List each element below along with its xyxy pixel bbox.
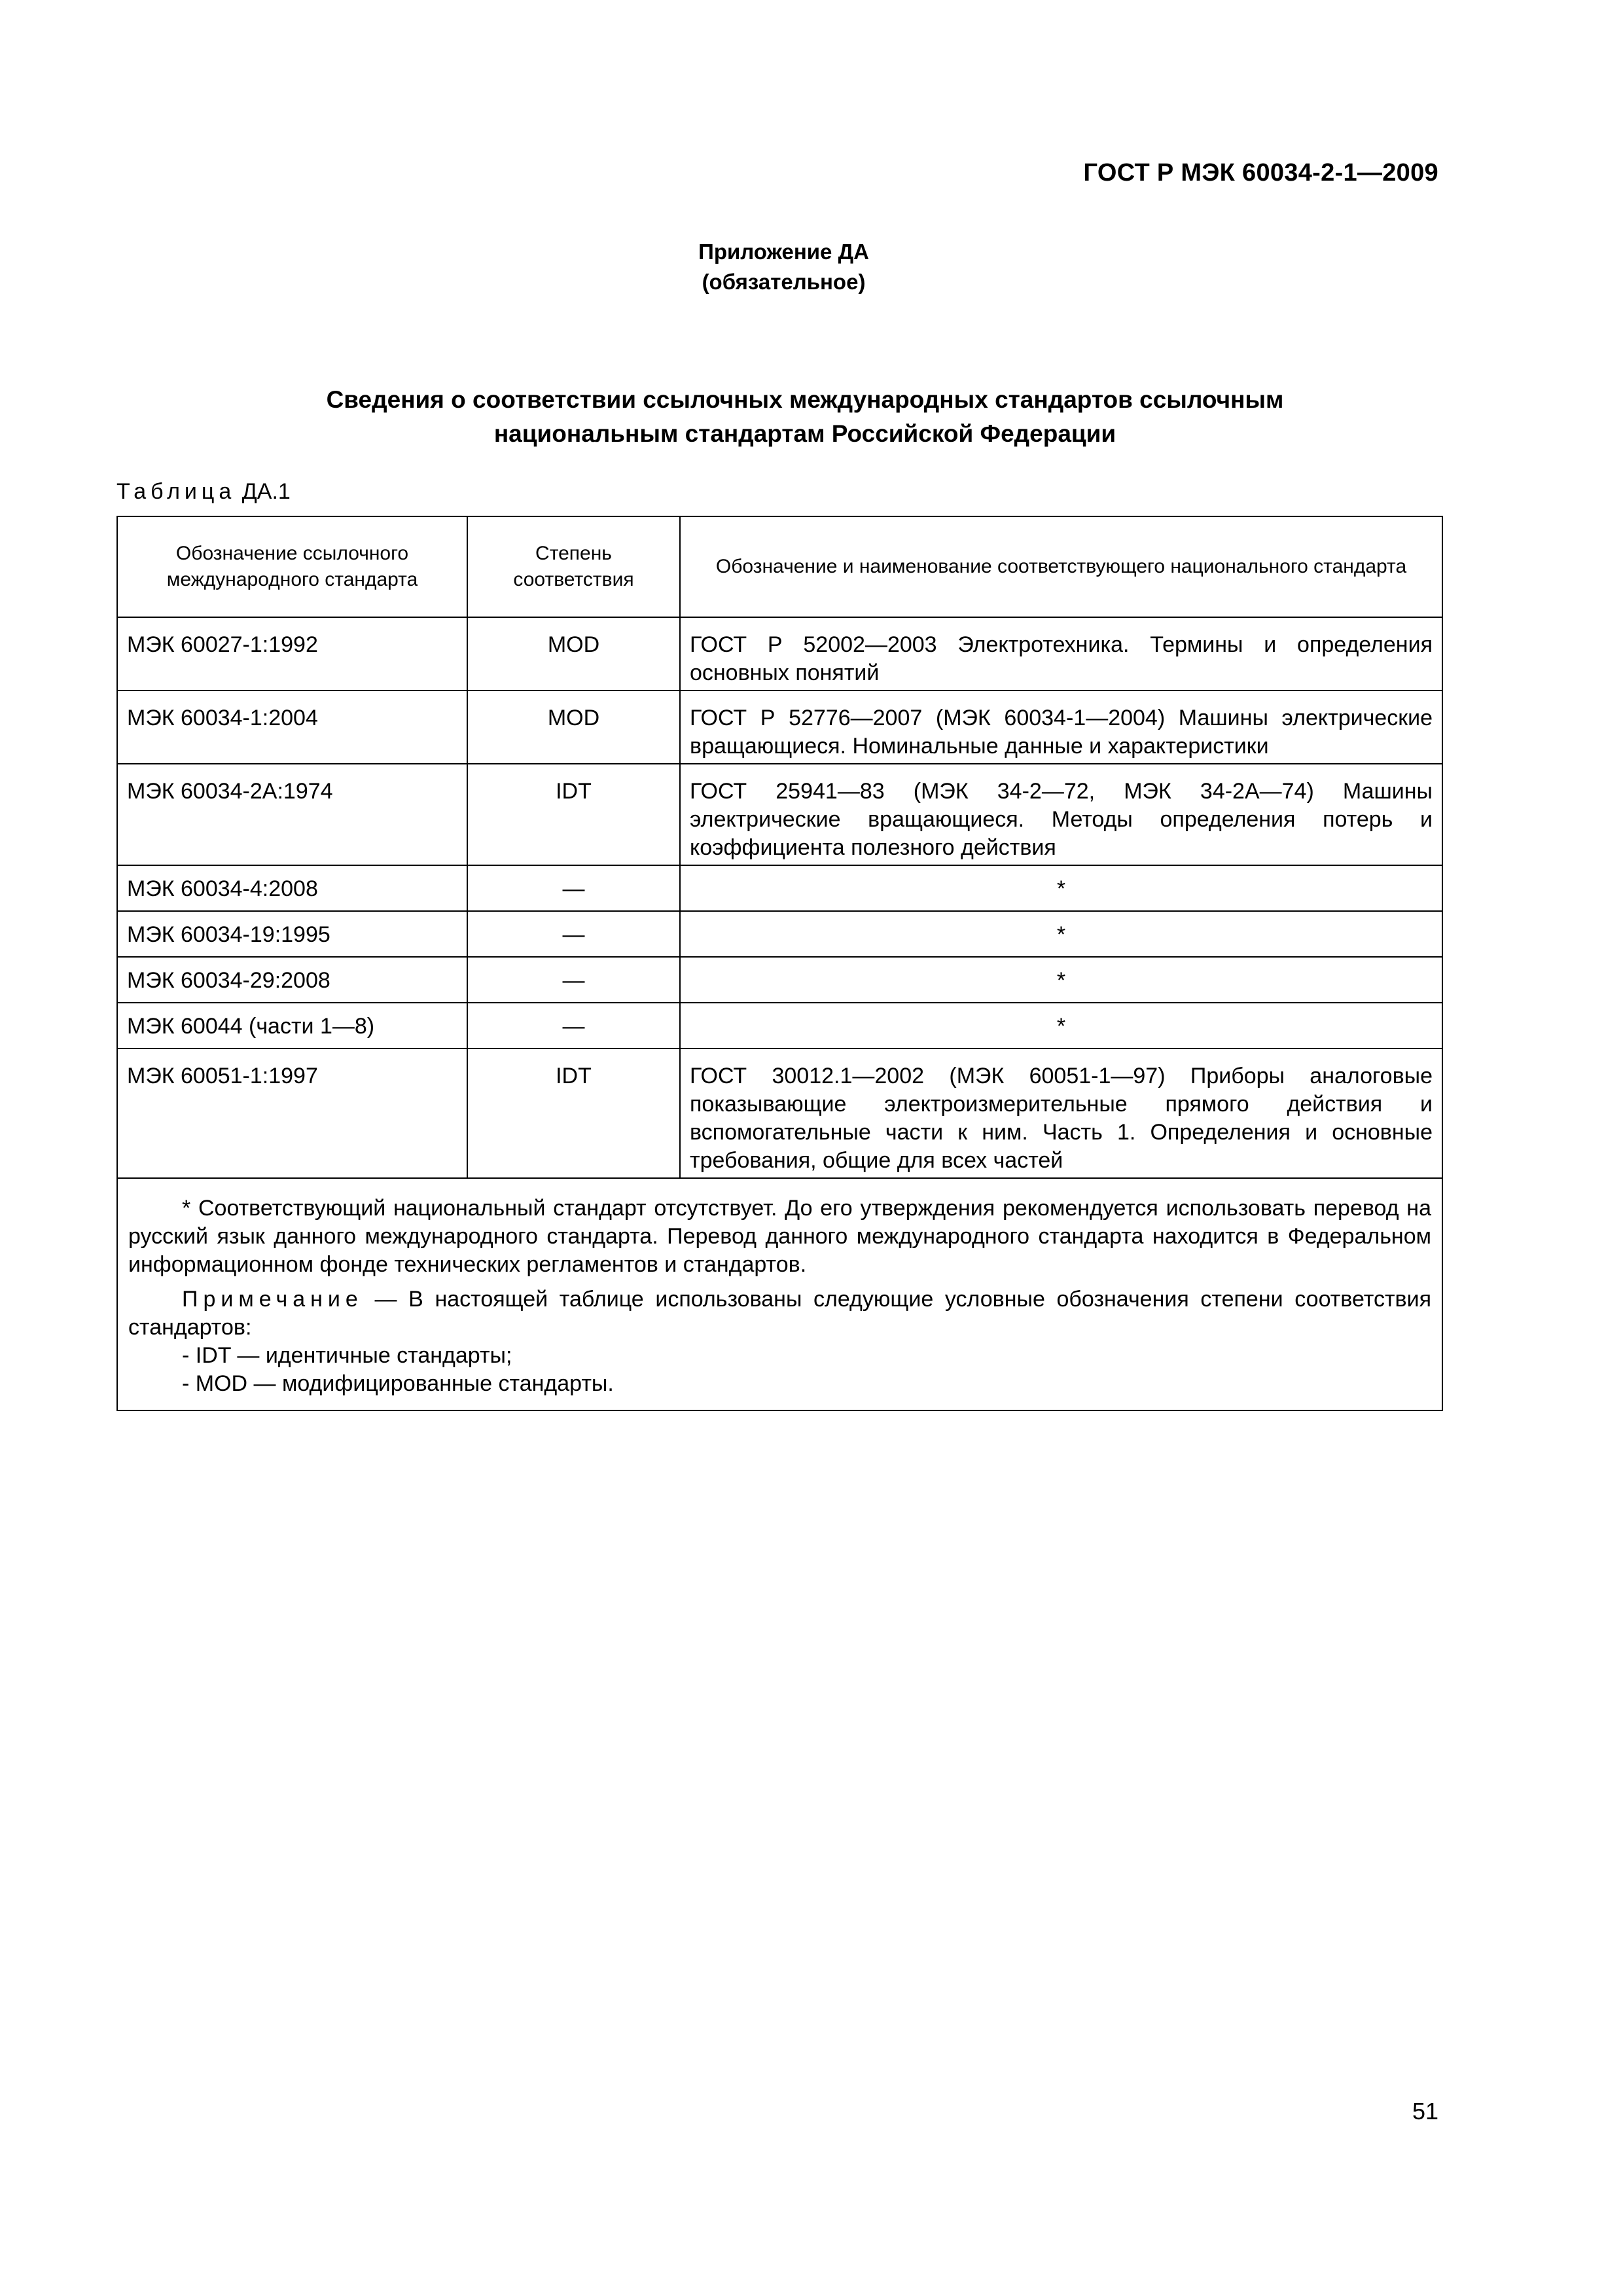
table-row (117, 764, 1442, 865)
appendix-heading-line-1: Сведения о соответствии ссылочных международных стандартов ссылочным (326, 386, 1284, 413)
cell-national: ГОСТ Р 52002—2003 Электротехника. Термины и определения основных понятий (680, 617, 1442, 691)
table-notes-row (117, 1178, 1442, 1410)
note-text: — В настоящей таблице использованы следующие условные обозначения степени соответствия стандартов: (128, 1287, 1431, 1340)
table-row (117, 1003, 1442, 1049)
cell-degree: MOD (467, 691, 680, 764)
cell-national: * (680, 865, 1442, 911)
table-row (117, 1049, 1442, 1178)
cell-reference: МЭК 60034-29:2008 (117, 957, 467, 1003)
note (128, 1285, 1431, 1342)
cell-reference: МЭК 60034-2А:1974 (117, 764, 467, 865)
cell-degree: — (467, 865, 680, 911)
table-caption-number: ДА.1 (241, 479, 291, 504)
cell-reference: МЭК 60034-19:1995 (117, 911, 467, 957)
page-number: 51 (1412, 2098, 1438, 2125)
table-row (117, 691, 1442, 764)
table-row (117, 911, 1442, 957)
cell-degree: IDT (467, 1049, 680, 1178)
note-mod: - MOD — модифицированные стандарты. (182, 1371, 614, 1396)
table-row (117, 865, 1442, 911)
cell-national: ГОСТ Р 52776—2007 (МЭК 60034-1—2004) Машины электрические вращающиеся. Номинальные данные и характеристики (680, 691, 1442, 764)
note-idt: - IDT — идентичные стандарты; (182, 1343, 512, 1368)
cell-reference: МЭК 60027-1:1992 (117, 617, 467, 691)
note-label: Примечание (182, 1287, 363, 1312)
cell-reference: МЭК 60044 (части 1—8) (117, 1003, 467, 1049)
cell-national: * (680, 957, 1442, 1003)
column-header-degree: Степень соответствия (467, 516, 680, 617)
appendix-title: Приложение ДА (698, 240, 869, 264)
cell-degree: — (467, 911, 680, 957)
document-code: ГОСТ Р МЭК 60034-2-1—2009 (1083, 159, 1438, 187)
cell-degree: IDT (467, 764, 680, 865)
table-row (117, 957, 1442, 1003)
table-row (117, 617, 1442, 691)
appendix-block (0, 237, 1567, 297)
table-notes (117, 1178, 1442, 1410)
cell-national: ГОСТ 25941—83 (МЭК 34-2—72, МЭК 34-2А—74) Машины электрические вращающиеся. Методы определения потерь и коэффициента полезного действия (680, 764, 1442, 865)
cell-degree: — (467, 957, 680, 1003)
cell-reference: МЭК 60051-1:1997 (117, 1049, 467, 1178)
cell-degree: — (467, 1003, 680, 1049)
correspondence-table (116, 516, 1443, 1411)
appendix-status: (обязательное) (702, 270, 866, 294)
column-header-national: Обозначение и наименование соответствующего национального стандарта (680, 516, 1442, 617)
cell-degree: MOD (467, 617, 680, 691)
cell-reference: МЭК 60034-1:2004 (117, 691, 467, 764)
table-caption-word: Таблица (116, 479, 236, 504)
cell-reference: МЭК 60034-4:2008 (117, 865, 467, 911)
column-header-reference: Обозначение ссылочного международного стандарта (117, 516, 467, 617)
cell-national: * (680, 911, 1442, 957)
table-header-row (117, 516, 1442, 617)
cell-national: ГОСТ 30012.1—2002 (МЭК 60051-1—97) Приборы аналоговые показывающие электроизмерительные прямого действия и вспомогательные части к ним. Часть 1. Определения и основные требования, общие для всех частей (680, 1049, 1442, 1178)
appendix-heading-line-2: национальным стандартам Российской Федерации (493, 420, 1116, 447)
appendix-heading (151, 383, 1459, 451)
cell-national: * (680, 1003, 1442, 1049)
table-caption (116, 479, 291, 505)
footnote: * Соответствующий национальный стандарт отсутствует. До его утверждения рекомендуется использовать перевод на русский язык данного международного стандарта. Перевод данного международного стандарта находится в Федеральном информационном фонде технических регламентов и стандартов. (128, 1196, 1431, 1277)
